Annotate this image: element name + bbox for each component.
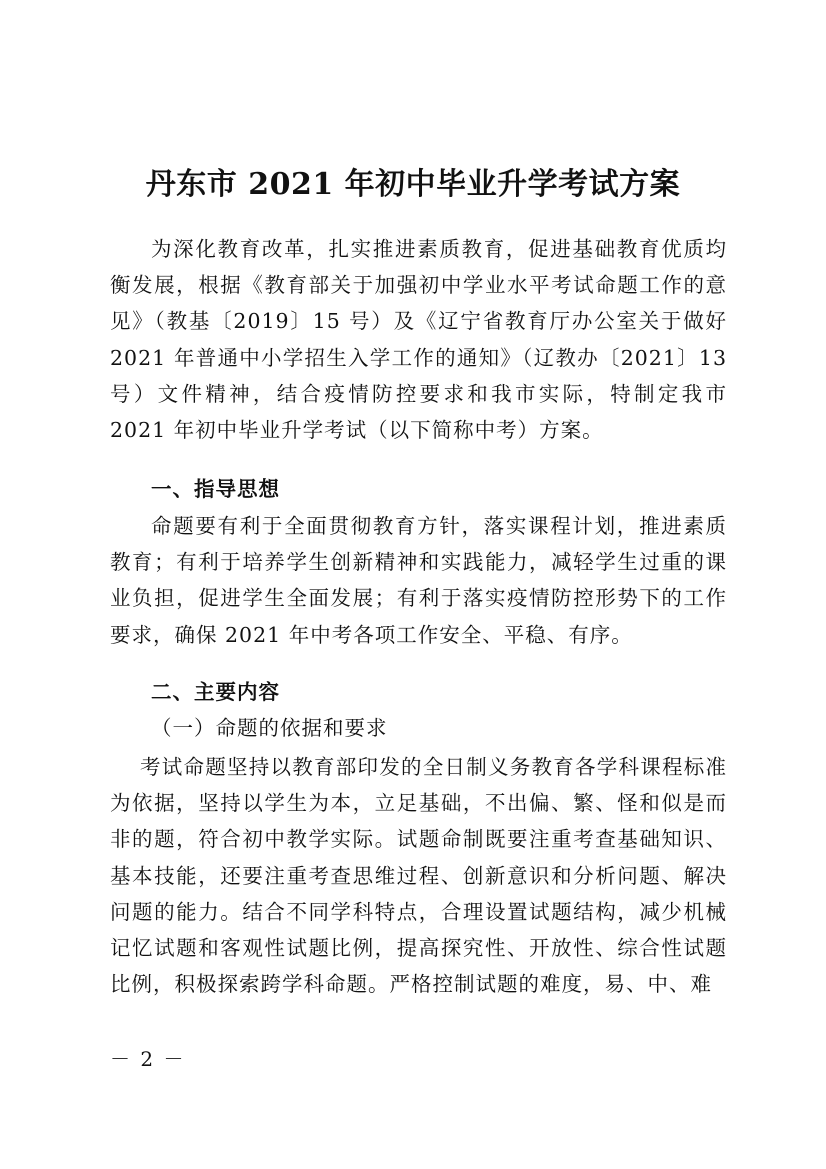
section-2-body: 考试命题坚持以教育部印发的全日制义务教育各学科课程标准为依据，坚持以学生为本，立足基础，不出偏、繁、怪和似是而非的题，符合初中教学实际。试题命制既要注重考查基础知识、基本技能，还要注重考查思维过程、创新意识和分析问题、解决问题的能力。结合不同学科特点，合理设置试题结构，减少机械记忆试题和客观性试题比例，提高探究性、开放性、综合性试题比例，积极探索跨学科命题。严格控制试题的难度，易、中、难 [110,755,727,997]
section-2-subheading: （一）命题的依据和要求 [151,716,388,740]
page-number: － 2 － [110,1047,186,1071]
intro-paragraph: 为深化教育改革，扎实推进素质教育，促进基础教育优质均衡发展，根据《教育部关于加强初中学业水平考试命题工作的意见》（教基〔2019〕15 号）及《辽宁省教育厅办公室关于做好 2021 年普通中小学招生入学工作的通知》（辽教办〔2021〕13 号）文件精神，结合疫情防控要求和我市实际，特制定我市 2021 年初中毕业升学考试（以下简称中考）方案。 [110,237,727,443]
section-1-heading: 一、指导思想 [151,477,280,501]
section-2-heading: 二、主要内容 [151,680,280,704]
document-title: 丹东市 2021 年初中毕业升学考试方案 [145,167,681,202]
section-1-body: 命题要有利于全面贯彻教育方针，落实课程计划，推进素质教育；有利于培养学生创新精神和实践能力，减轻学生过重的课业负担，促进学生全面发展；有利于落实疫情防控形势下的工作要求，确保 2021 年中考各项工作安全、平稳、有序。 [110,514,727,647]
